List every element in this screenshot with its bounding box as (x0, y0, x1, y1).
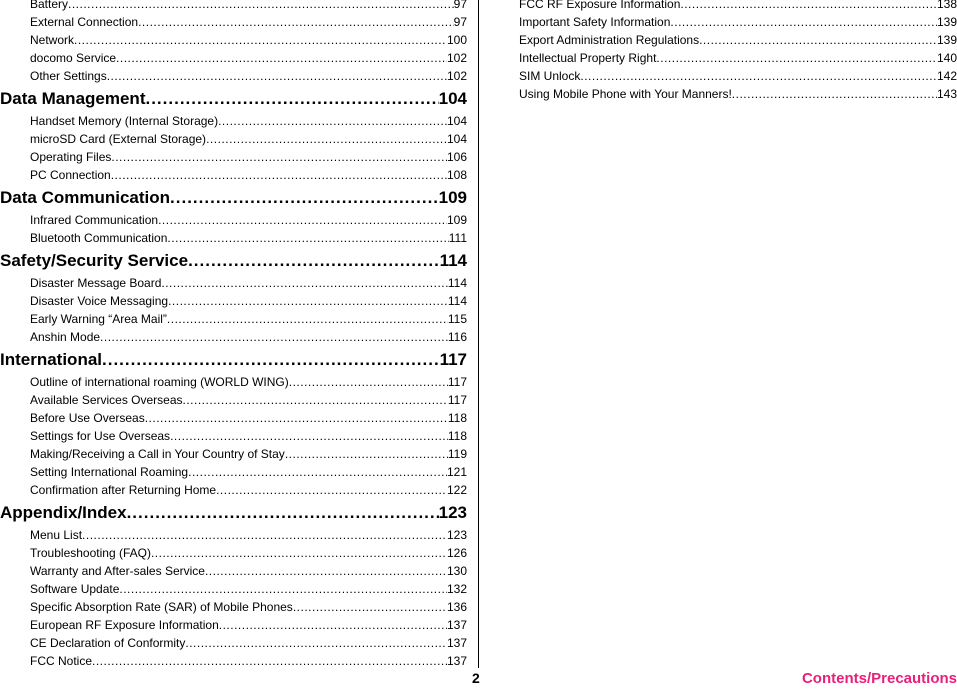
toc-entry-page: 118 (447, 411, 467, 425)
toc-entry[interactable] (0, 231, 467, 249)
toc-entry[interactable] (0, 483, 467, 501)
toc-entry-page: 121 (446, 465, 467, 479)
dot-leader (168, 294, 448, 309)
dot-leader (188, 465, 447, 480)
dot-leader (119, 582, 447, 597)
toc-entry-title: Menu List (30, 528, 83, 542)
dot-leader (100, 330, 448, 345)
toc-entry-page: 137 (446, 618, 467, 632)
toc-entry[interactable] (0, 213, 467, 231)
dot-leader (138, 15, 454, 30)
toc-section-heading-page: 114 (439, 251, 467, 270)
toc-entry-title: PC Connection (30, 168, 111, 182)
dot-leader (170, 429, 448, 444)
toc-section-heading[interactable] (0, 502, 467, 528)
toc-entry-page: 114 (447, 294, 467, 308)
toc-entry-title: Export Administration Regulations (519, 33, 700, 47)
toc-entry-title: Warranty and After-sales Service (30, 564, 205, 578)
toc-entry[interactable] (519, 87, 957, 105)
toc-section-heading[interactable] (0, 187, 467, 213)
toc-entry-title: docomo Service (30, 51, 117, 65)
toc-entry-title: Battery (30, 0, 69, 11)
toc-entry-title: SIM Unlock (519, 69, 581, 83)
toc-entry[interactable] (519, 69, 957, 87)
toc-entry-title: Handset Memory (Internal Storage) (30, 114, 219, 128)
toc-entry-title: Infrared Communication (30, 213, 159, 227)
toc-entry-page: 137 (446, 636, 467, 650)
toc-entry-page: 123 (446, 528, 467, 542)
toc-entry-page: 140 (936, 51, 957, 65)
dot-leader (218, 114, 447, 129)
dot-leader (216, 483, 447, 498)
dot-leader (699, 33, 937, 48)
column-divider (478, 0, 479, 668)
toc-entry[interactable] (0, 33, 467, 51)
dot-leader (580, 69, 937, 84)
dot-leader (206, 132, 447, 147)
toc-entry[interactable] (0, 600, 467, 618)
toc-entry-page: 115 (447, 312, 467, 326)
toc-entry[interactable] (0, 15, 467, 33)
dot-leader (185, 636, 447, 651)
toc-entry-page: 100 (446, 33, 467, 47)
toc-entry[interactable] (0, 114, 467, 132)
toc-entry-title: Operating Files (30, 150, 112, 164)
toc-section-heading-page: 109 (438, 188, 467, 207)
toc-entry[interactable] (0, 312, 467, 330)
toc-entry-page: 109 (446, 213, 467, 227)
toc-entry-page: 102 (446, 69, 467, 83)
dot-leader (111, 150, 447, 165)
toc-entry-title: Anshin Mode (30, 330, 101, 344)
dot-leader (158, 213, 447, 228)
toc-section-heading-page: 117 (439, 350, 467, 369)
toc-entry-title: Settings for Use Overseas (30, 429, 171, 443)
toc-entry[interactable] (0, 546, 467, 564)
toc-entry-page: 126 (446, 546, 467, 560)
toc-section-heading-title: Appendix/Index (0, 503, 127, 522)
toc-entry[interactable] (0, 294, 467, 312)
dot-leader (205, 564, 447, 579)
toc-entry-title: Making/Receiving a Call in Your Country of Stay (30, 447, 285, 461)
dot-leader (82, 528, 447, 543)
toc-entry-page: 97 (453, 15, 467, 29)
toc-section-heading-title: International (0, 350, 103, 369)
toc-entry-page: 111 (448, 231, 467, 245)
toc-section-heading[interactable] (0, 349, 467, 375)
toc-entry[interactable] (0, 150, 467, 168)
toc-entry[interactable] (519, 0, 957, 15)
dot-leader (293, 600, 447, 615)
toc-entry[interactable] (0, 429, 467, 447)
toc-entry-page: 143 (936, 87, 957, 101)
toc-entry[interactable] (0, 618, 467, 636)
dot-leader (74, 33, 447, 48)
toc-entry-page: 108 (446, 168, 467, 182)
toc-entry-page: 122 (446, 483, 467, 497)
toc-entry-page: 102 (446, 51, 467, 65)
dot-leader (127, 502, 439, 524)
toc-entry[interactable] (519, 33, 957, 51)
dot-leader (92, 654, 447, 669)
toc-left-column (0, 0, 467, 672)
dot-leader (107, 69, 447, 84)
toc-entry[interactable] (0, 465, 467, 483)
toc-right-column (519, 0, 957, 105)
toc-entry-title: Software Update (30, 582, 120, 596)
toc-entry[interactable] (519, 15, 957, 33)
toc-entry-title: Important Safety Information (519, 15, 671, 29)
toc-entry-page: 142 (936, 69, 957, 83)
toc-entry-page: 119 (447, 447, 467, 461)
toc-entry[interactable] (0, 654, 467, 672)
toc-section-heading-page: 104 (438, 89, 467, 108)
dot-leader (680, 0, 937, 12)
dot-leader (68, 0, 454, 12)
toc-entry-title: Disaster Message Board (30, 276, 162, 290)
toc-entry[interactable] (519, 51, 957, 69)
dot-leader (656, 51, 937, 66)
toc-entry-title: European RF Exposure Information (30, 618, 219, 632)
toc-entry-title: Setting International Roaming (30, 465, 189, 479)
dot-leader (111, 168, 447, 183)
toc-entry-page: 138 (936, 0, 957, 11)
toc-entry-title: Available Services Overseas (30, 393, 183, 407)
dot-leader (102, 349, 440, 371)
dot-leader (170, 187, 439, 209)
toc-entry-title: Outline of international roaming (WORLD WING) (30, 375, 289, 389)
toc-entry[interactable] (0, 411, 467, 429)
toc-entry-title: Before Use Overseas (30, 411, 145, 425)
toc-entry[interactable] (0, 168, 467, 186)
dot-leader (183, 393, 448, 408)
toc-entry-page: 106 (446, 150, 467, 164)
toc-entry[interactable] (0, 582, 467, 600)
toc-entry-title: Intellectual Property Right (519, 51, 657, 65)
toc-entry-title: Troubleshooting (FAQ) (30, 546, 151, 560)
toc-section-heading-title: Safety/Security Service (0, 251, 189, 270)
dot-leader (289, 375, 448, 390)
toc-entry[interactable] (0, 636, 467, 654)
toc-entry[interactable] (0, 393, 467, 411)
toc-entry[interactable] (0, 564, 467, 582)
dot-leader (670, 15, 937, 30)
toc-entry-title: Early Warning “Area Mail” (30, 312, 167, 326)
toc-entry[interactable] (0, 276, 467, 294)
toc-entry[interactable] (0, 447, 467, 465)
dot-leader (167, 231, 448, 246)
toc-entry-page: 116 (447, 330, 467, 344)
toc-section-heading[interactable] (0, 250, 467, 276)
toc-entry-title: FCC RF Exposure Information (519, 0, 681, 11)
dot-leader (145, 411, 448, 426)
toc-section-heading-page: 123 (438, 503, 467, 522)
dot-leader (161, 276, 447, 291)
toc-entry[interactable] (0, 375, 467, 393)
toc-entry-page: 130 (446, 564, 467, 578)
toc-entry[interactable] (0, 330, 467, 348)
toc-entry-title: FCC Notice (30, 654, 93, 668)
toc-entry[interactable] (0, 0, 467, 15)
toc-entry-page: 114 (447, 276, 467, 290)
toc-entry-title: Disaster Voice Messaging (30, 294, 169, 308)
toc-entry-page: 104 (446, 132, 467, 146)
toc-entry-page: 136 (446, 600, 467, 614)
toc-entry-page: 118 (447, 429, 467, 443)
toc-entry-page: 117 (447, 375, 467, 389)
toc-entry-page: 104 (446, 114, 467, 128)
toc-entry-page: 97 (453, 0, 467, 11)
dot-leader (219, 618, 447, 633)
toc-section-heading-title: Data Management (0, 89, 146, 108)
toc-entry-page: 139 (936, 33, 957, 47)
toc-entry-title: External Connection (30, 15, 139, 29)
toc-entry-page: 132 (446, 582, 467, 596)
dot-leader (188, 250, 440, 272)
toc-entry-title: Confirmation after Returning Home (30, 483, 217, 497)
dot-leader (167, 312, 448, 327)
toc-entry-title: CE Declaration of Conformity (30, 636, 186, 650)
toc-entry-page: 137 (446, 654, 467, 668)
dot-leader (151, 546, 447, 561)
toc-entry[interactable] (0, 51, 467, 69)
section-title: Contents/Precautions (801, 670, 957, 687)
dot-leader (116, 51, 447, 66)
toc-entry-title: Network (30, 33, 75, 47)
toc-entry[interactable] (0, 528, 467, 546)
toc-entry-title: Specific Absorption Rate (SAR) of Mobile Phones (30, 600, 293, 614)
toc-entry[interactable] (0, 132, 467, 150)
page-number: 2 (472, 670, 480, 686)
toc-section-heading[interactable] (0, 88, 467, 114)
toc-entry-title: Using Mobile Phone with Your Manners! (519, 87, 732, 101)
toc-entry-page: 139 (936, 15, 957, 29)
toc-section-heading-title: Data Communication (0, 188, 171, 207)
toc-entry[interactable] (0, 69, 467, 87)
toc-entry-page: 117 (447, 393, 467, 407)
dot-leader (732, 87, 937, 102)
dot-leader (285, 447, 448, 462)
toc-entry-title: Bluetooth Communication (30, 231, 168, 245)
toc-entry-title: microSD Card (External Storage) (30, 132, 207, 146)
toc-entry-title: Other Settings (30, 69, 107, 83)
dot-leader (145, 88, 438, 110)
